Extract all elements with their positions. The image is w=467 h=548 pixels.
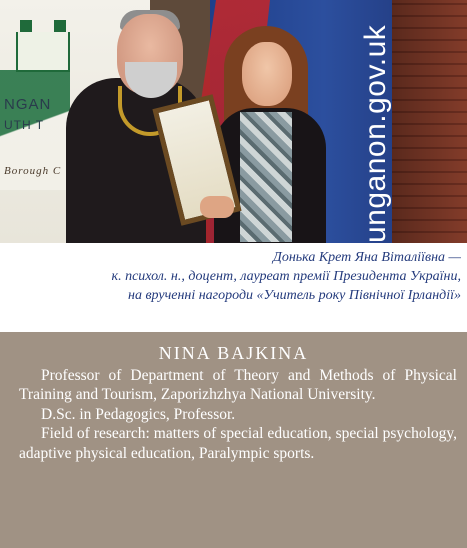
caption-line-title: к. психол. н., доцент, лауреат премії Президента України, <box>111 269 461 284</box>
photo-caption <box>0 248 467 320</box>
photo-brick-shade <box>392 0 467 243</box>
bio-research: Field of research: matters of special education, special psychology, adaptive physical education, Paralympic sports. <box>19 425 457 462</box>
photo-vertical-url: unganon.gov.uk <box>359 24 392 243</box>
photo-hands <box>200 196 234 218</box>
caption-line-name: Донька Крет Яна Віталіївна — <box>272 250 461 265</box>
caption-line-event: на врученні нагороди «Учитель року Північної Ірландії» <box>128 288 461 303</box>
bio-degree: D.Sc. in Pedagogics, Professor. <box>41 405 236 423</box>
photo-woman-face <box>242 42 292 106</box>
bio-position: Professor of Department of Theory and Methods of Physical Training and Tourism, Zaporizhzhya National University. <box>19 366 457 403</box>
bio-block <box>0 332 467 548</box>
castle-logo-icon <box>16 32 70 72</box>
bio-name: NINA BAJKINA <box>158 343 309 363</box>
photo-banner-subtext: UTH T <box>4 118 45 132</box>
photo-banner-small: Borough C <box>4 165 62 177</box>
award-photo <box>0 0 467 243</box>
photo-banner-text: NGAN <box>4 96 52 113</box>
photo-woman-top <box>240 112 292 242</box>
